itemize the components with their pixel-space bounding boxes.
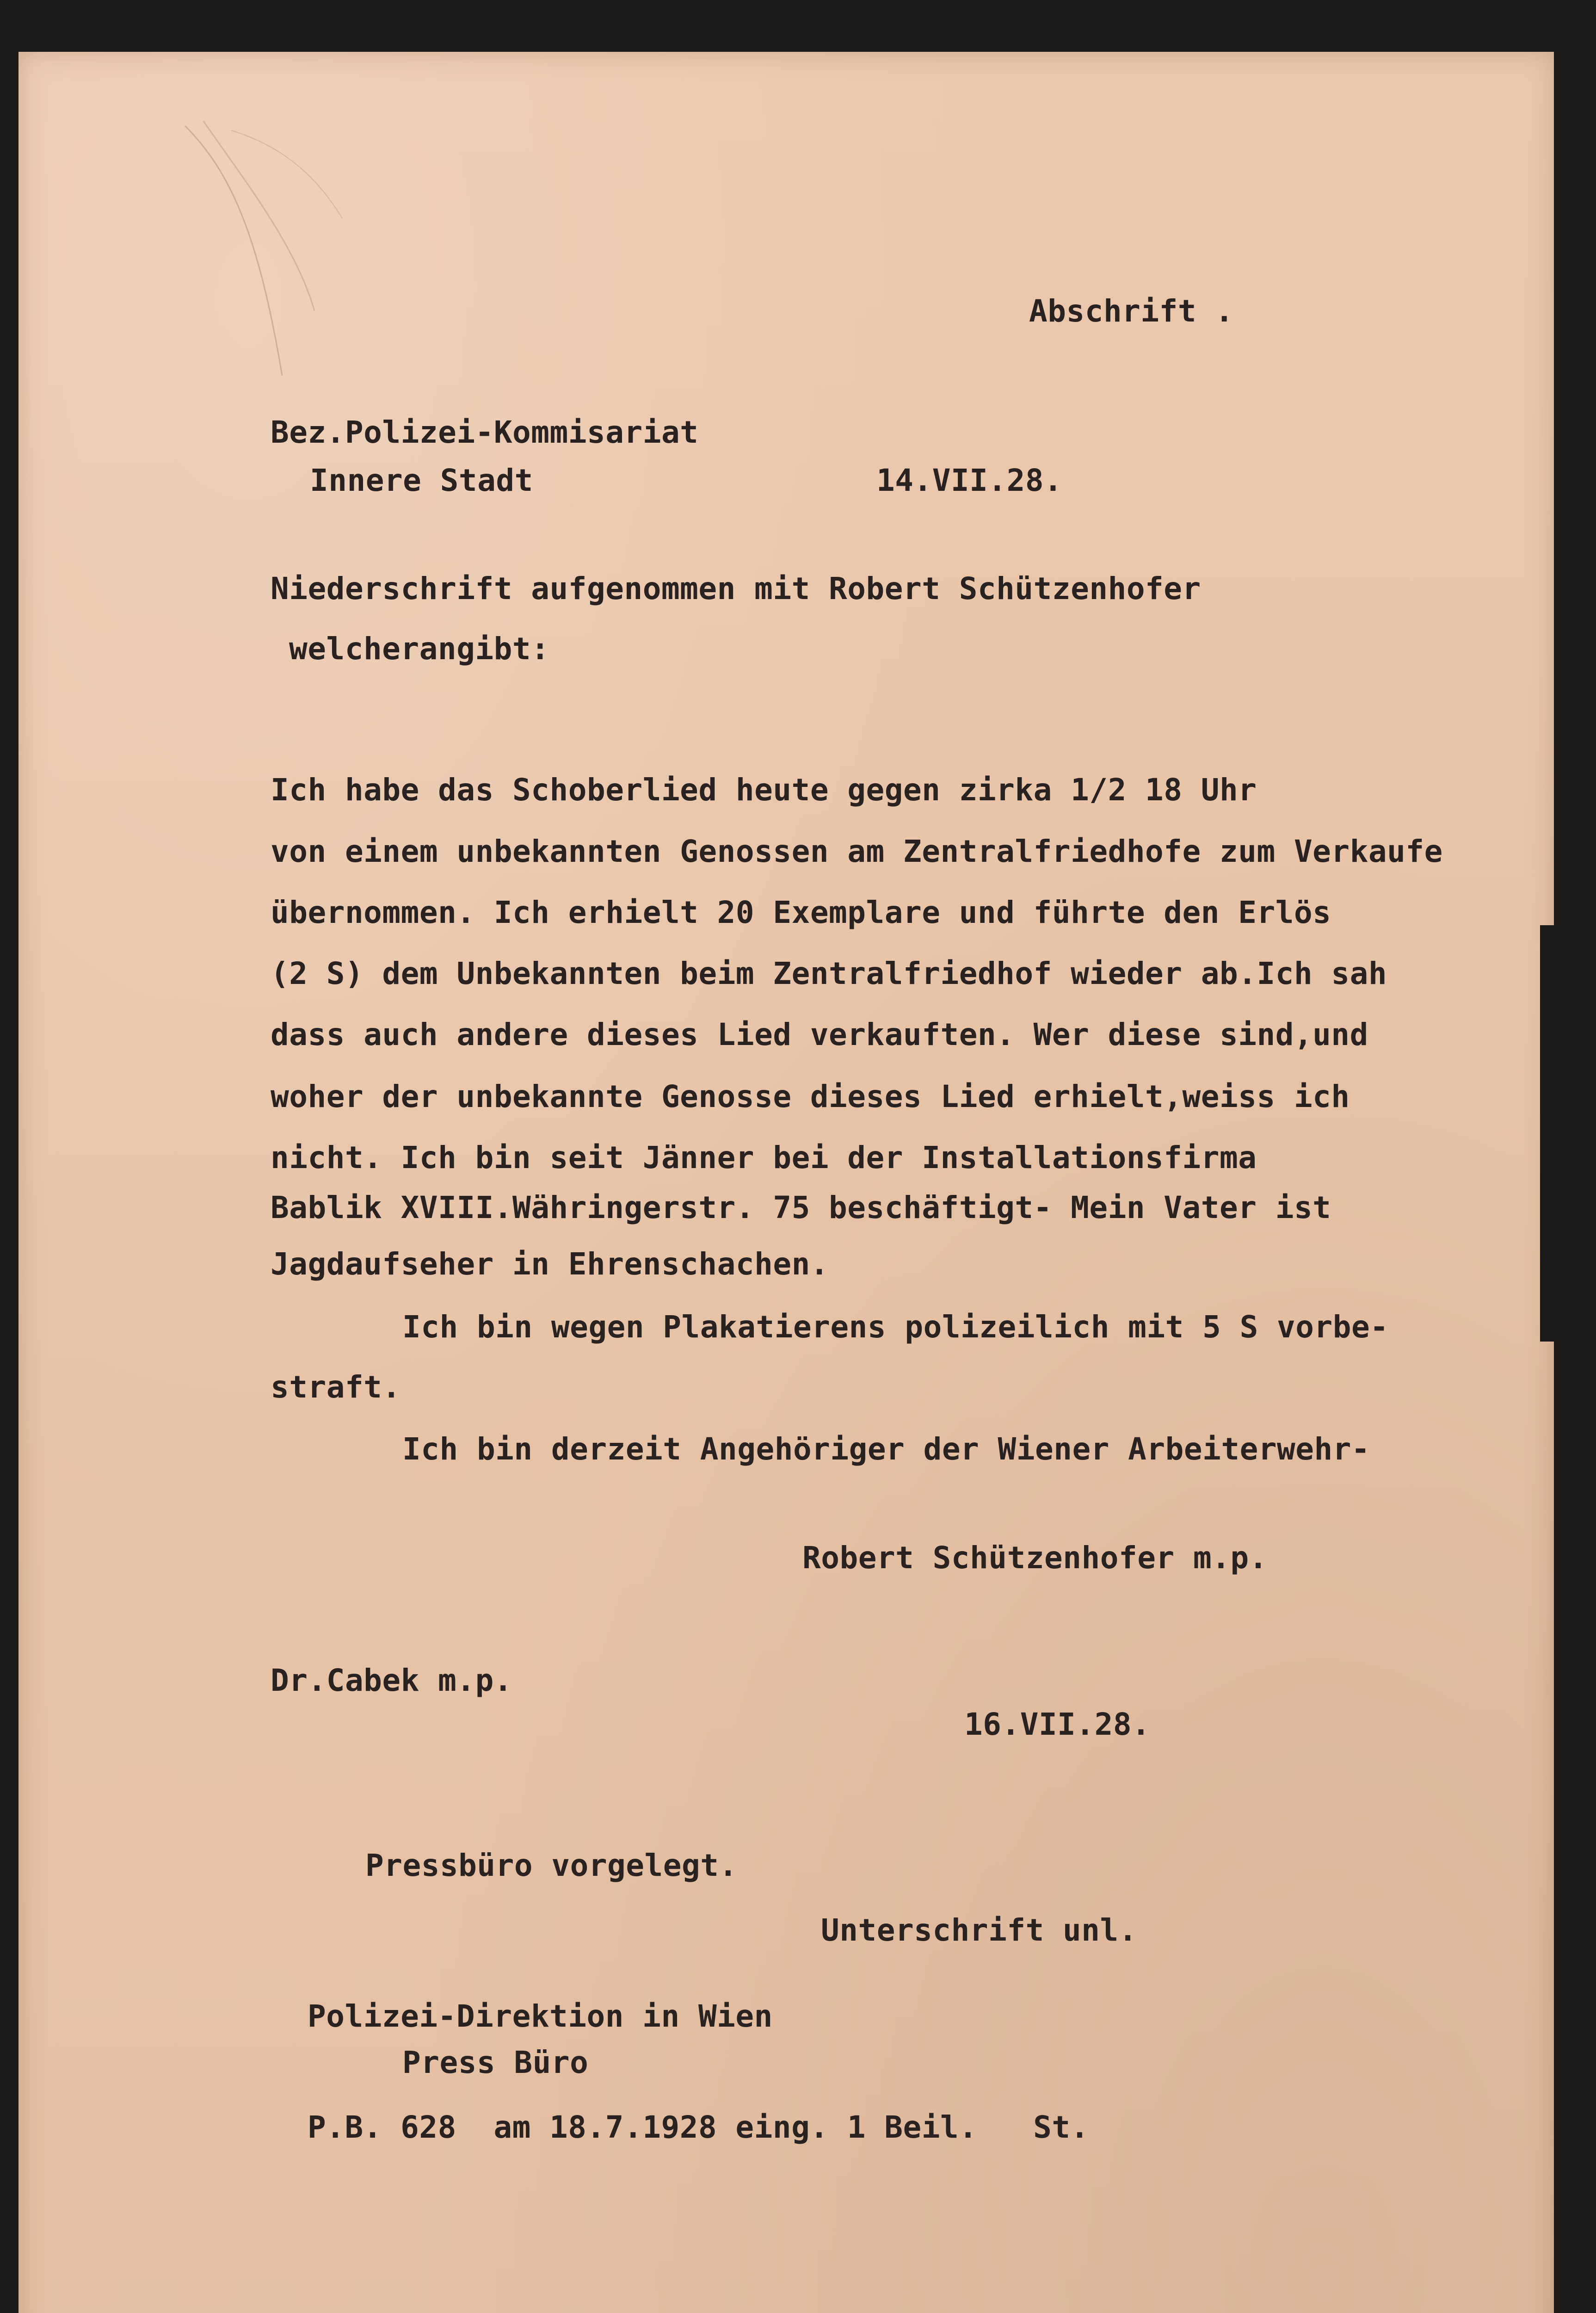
body-line: Bablik XVIII.Währingerstr. 75 beschäftigt- Mein Vater ist (271, 1190, 1331, 1225)
document-page (18, 52, 1554, 2313)
body-line: straft. (271, 1369, 401, 1405)
signature-witness: Robert Schützenhofer m.p. (802, 1540, 1268, 1576)
body-line: Ich habe das Schoberlied heute gegen zirka 1/2 18 Uhr (271, 772, 1257, 808)
body-line: übernommen. Ich erhielt 20 Exemplare und führte den Erlös (271, 895, 1331, 930)
stamp-line-3: P.B. 628 am 18.7.1928 eing. 1 Beil. St. (308, 2109, 1089, 2145)
body-line: nicht. Ich bin seit Jänner bei der Installationsfirma (271, 1140, 1257, 1175)
intro-line-2: welcherangibt: (289, 631, 550, 667)
pencil-marks (176, 117, 370, 394)
body-line: von einem unbekannten Genossen am Zentralfriedhofe zum Verkaufe (271, 834, 1443, 869)
body-line: Jagdaufseher in Ehrenschachen. (271, 1246, 829, 1282)
body-line: woher der unbekannte Genosse dieses Lied erhielt,weiss ich (271, 1079, 1350, 1114)
forward-note: Pressbüro vorgelegt. (365, 1848, 738, 1883)
intro-line-1: Niederschrift aufgenommen mit Robert Schützenhofer (271, 571, 1201, 606)
stamp-line-2: Press Büro (402, 2045, 589, 2080)
date-second: 16.VII.28. (964, 1707, 1151, 1742)
page-edge-notch (1540, 925, 1559, 1342)
stamp-line-1: Polizei-Direktion in Wien (308, 1998, 773, 2034)
body-line: Ich bin derzeit Angehöriger der Wiener Arbeiterwehr- (402, 1431, 1370, 1467)
date-top: 14.VII.28. (876, 463, 1063, 498)
body-line: (2 S) dem Unbekannten beim Zentralfriedhof wieder ab.Ich sah (271, 956, 1387, 991)
authority-line-2: Innere Stadt (310, 463, 533, 498)
body-line: dass auch andere dieses Lied verkauften. Wer diese sind,und (271, 1017, 1368, 1052)
signature-officer: Dr.Cabek m.p. (271, 1663, 513, 1698)
authority-line-1: Bez.Polizei-Kommisariat (271, 414, 699, 450)
body-line: Ich bin wegen Plakatierens polizeilich mit 5 S vorbe- (402, 1309, 1389, 1345)
copy-mark: Abschrift . (1029, 293, 1234, 329)
signature-unreadable: Unterschrift unl. (821, 1912, 1138, 1948)
